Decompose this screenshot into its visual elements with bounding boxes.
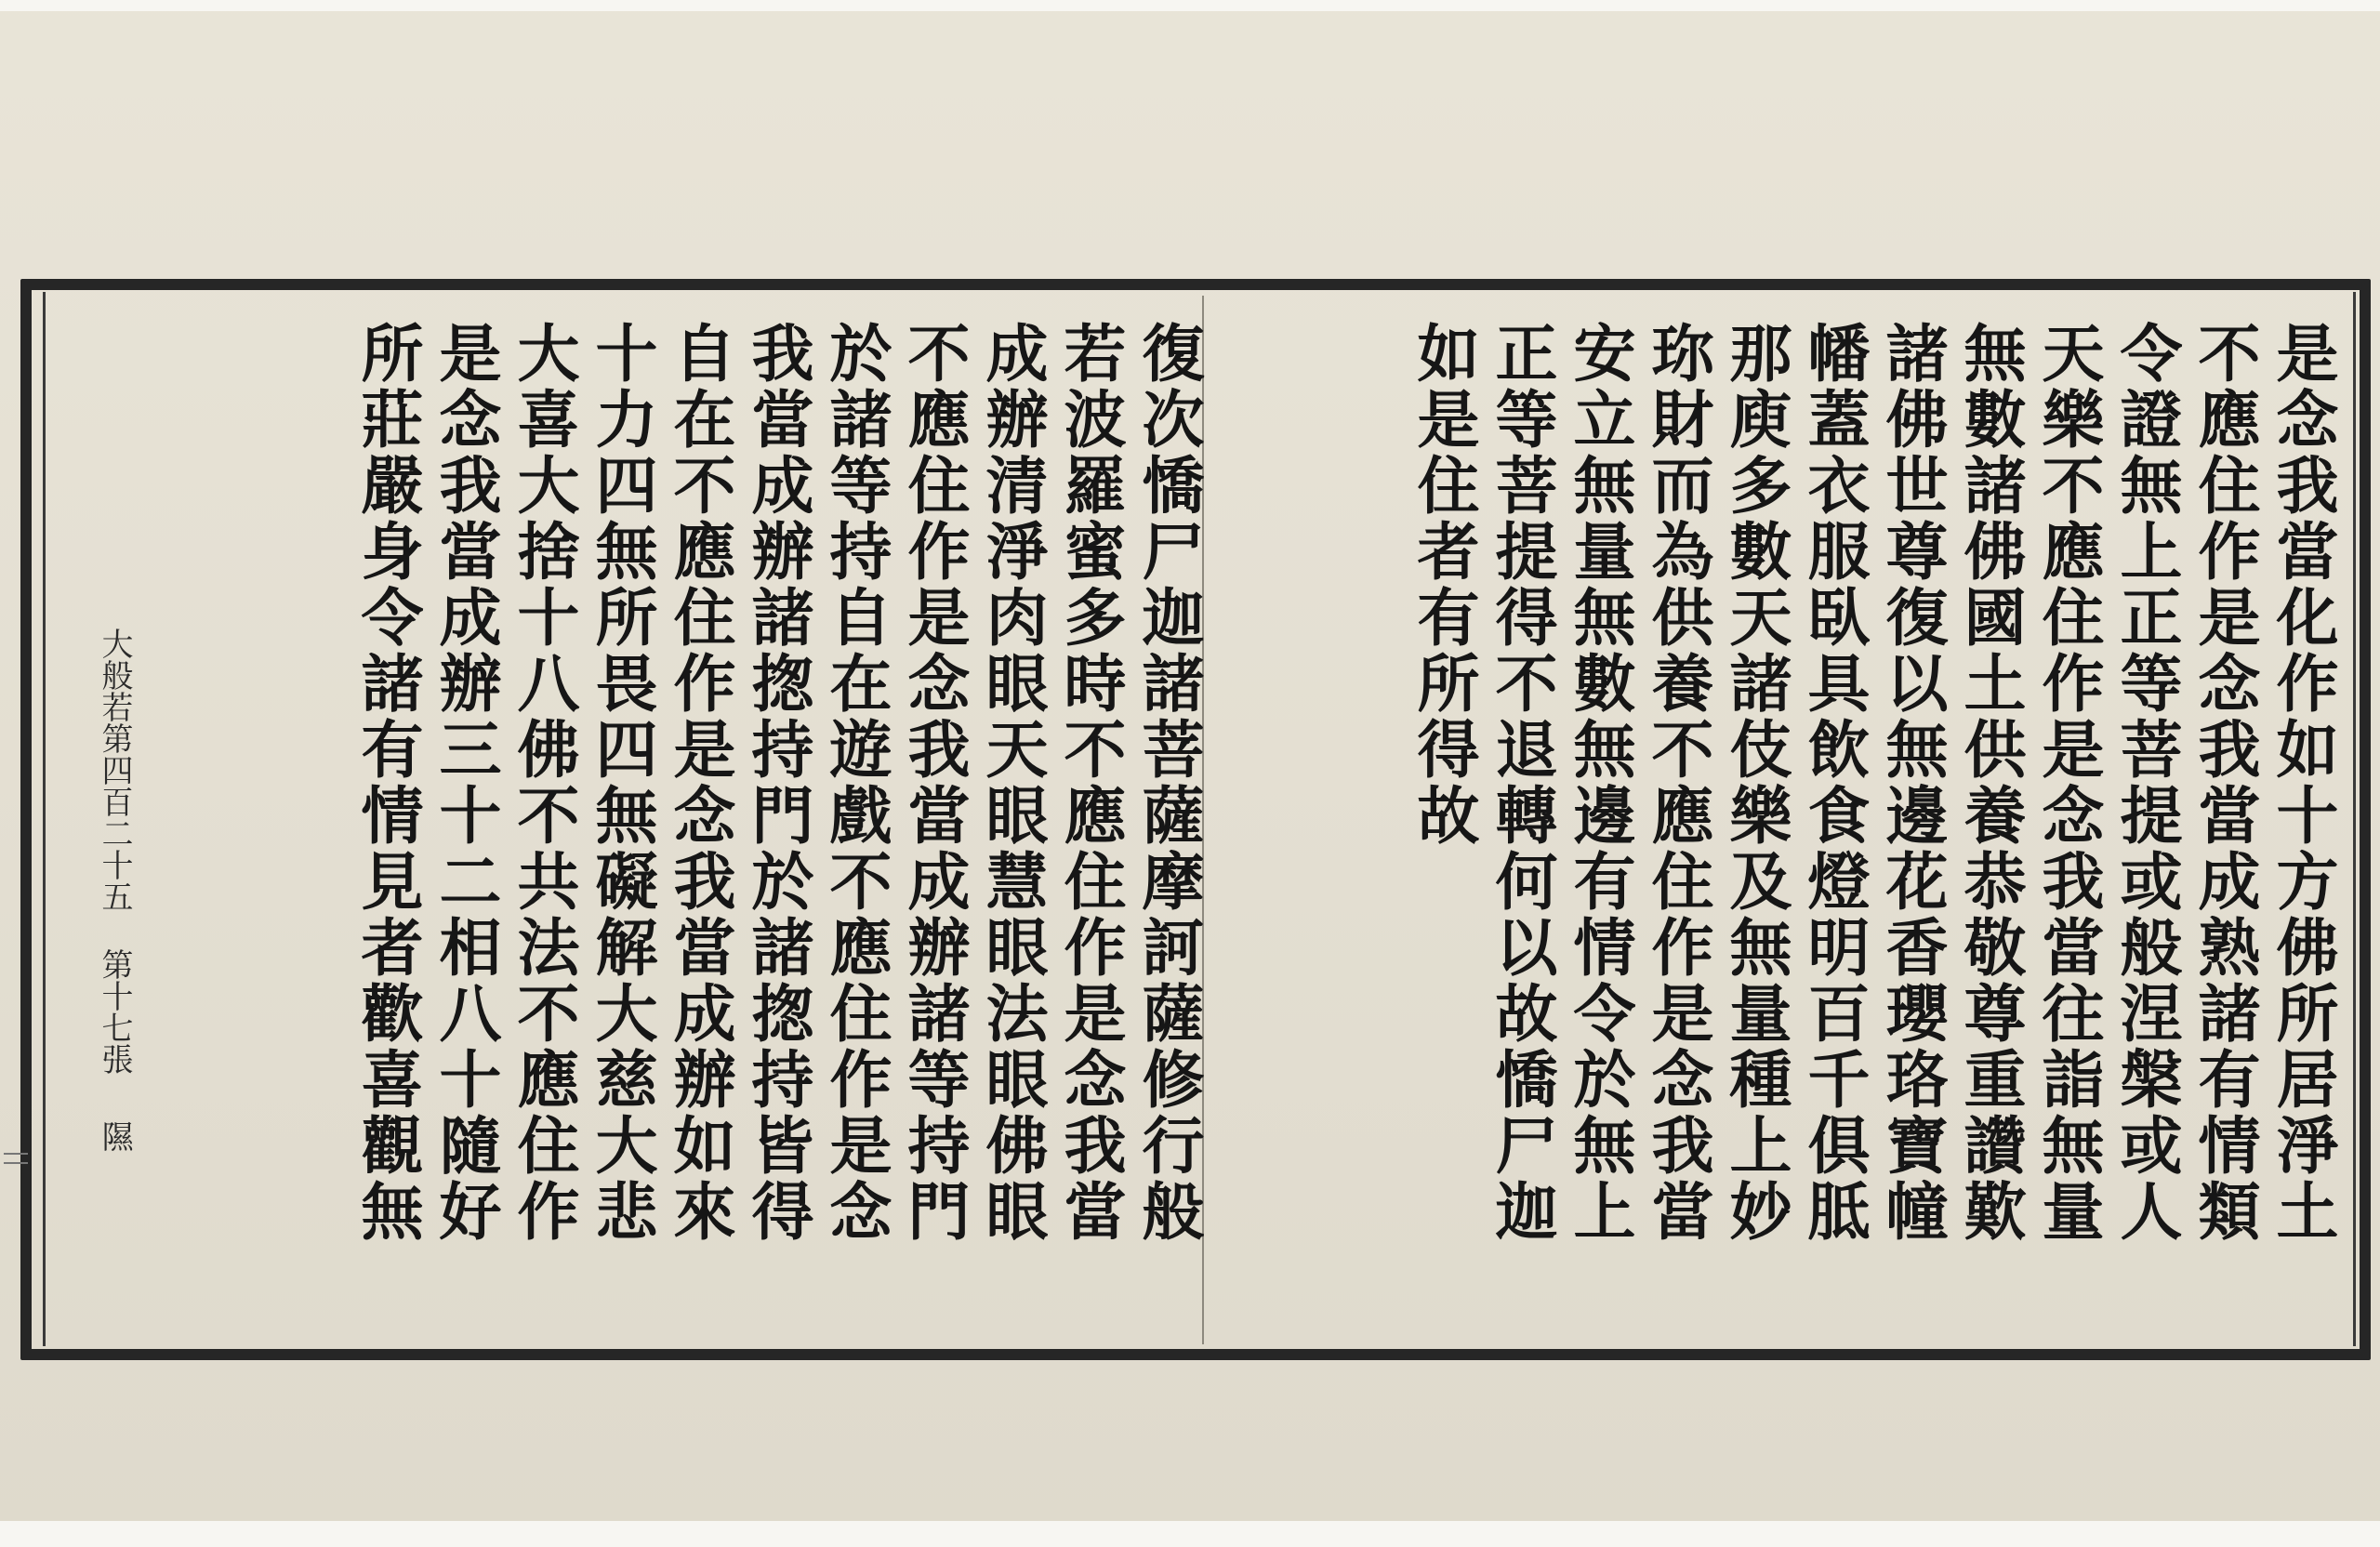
carver-mark: 隰	[96, 1120, 133, 1152]
text-column-10: 安立無量無數無邊有情令於無上	[1564, 321, 1637, 1245]
scan-bottom-margin	[0, 1521, 2380, 1547]
text-column-14: 若波羅蜜多時不應住作是念我當	[1054, 321, 1128, 1245]
text-column-6: 諸佛世尊復以無邊花香瓔珞寶幢	[1876, 321, 1950, 1245]
text-column-15: 成辦清淨肉眼天眼慧眼法眼佛眼	[976, 321, 1050, 1245]
scan-top-margin	[0, 0, 2380, 11]
text-column-19: 自在不應住作是念我當成辦如來	[664, 321, 737, 1245]
text-column-21: 大喜大捨十八佛不共法不應住作	[508, 321, 581, 1245]
text-column-8: 那庾多數天諸伎樂及無量種上妙	[1720, 321, 1793, 1245]
text-column-16: 不應住作是念我當成辦諸等持門	[898, 321, 972, 1245]
text-column-2: 不應住作是念我當成熟諸有情類	[2188, 321, 2262, 1245]
sheet-label: 第十七張	[96, 948, 133, 1075]
margin-mark	[4, 1153, 28, 1164]
text-column-17: 於諸等持自在遊戲不應住作是念	[820, 321, 893, 1245]
text-column-9: 珎財而為供養不應住作是念我當	[1642, 321, 1715, 1245]
text-column-3: 令證無上正等菩提或般涅槃或人	[2110, 321, 2184, 1245]
text-column-12: 如是住者有所得故	[1408, 321, 1481, 849]
text-column-11: 正等菩提得不退轉何以故憍尸迦	[1486, 321, 1559, 1245]
volume-label: 大般若第四百二十五	[96, 628, 133, 912]
text-column-1: 是念我當化作如十方佛所居淨土	[2267, 321, 2340, 1245]
text-column-20: 十力四無所畏四無礙解大慈大悲	[586, 321, 659, 1245]
text-block	[130, 321, 2343, 1343]
text-column-5: 無數諸佛國土供養恭敬尊重讚歎	[1954, 321, 2028, 1245]
text-column-22: 是念我當成辦三十二相八十隨好	[430, 321, 503, 1245]
text-column-18: 我當成辦諸揔持門於諸揔持皆得	[742, 321, 815, 1245]
text-column-7: 幡蓋衣服臥具飲食燈明百千俱胝	[1798, 321, 1871, 1245]
text-column-13: 復次憍尸迦諸菩薩摩訶薩修行般	[1132, 321, 1206, 1245]
text-column-4: 天樂不應住作是念我當往詣無量	[2032, 321, 2106, 1245]
text-column-23: 所莊嚴身令諸有情見者歡喜觀無	[351, 321, 425, 1245]
